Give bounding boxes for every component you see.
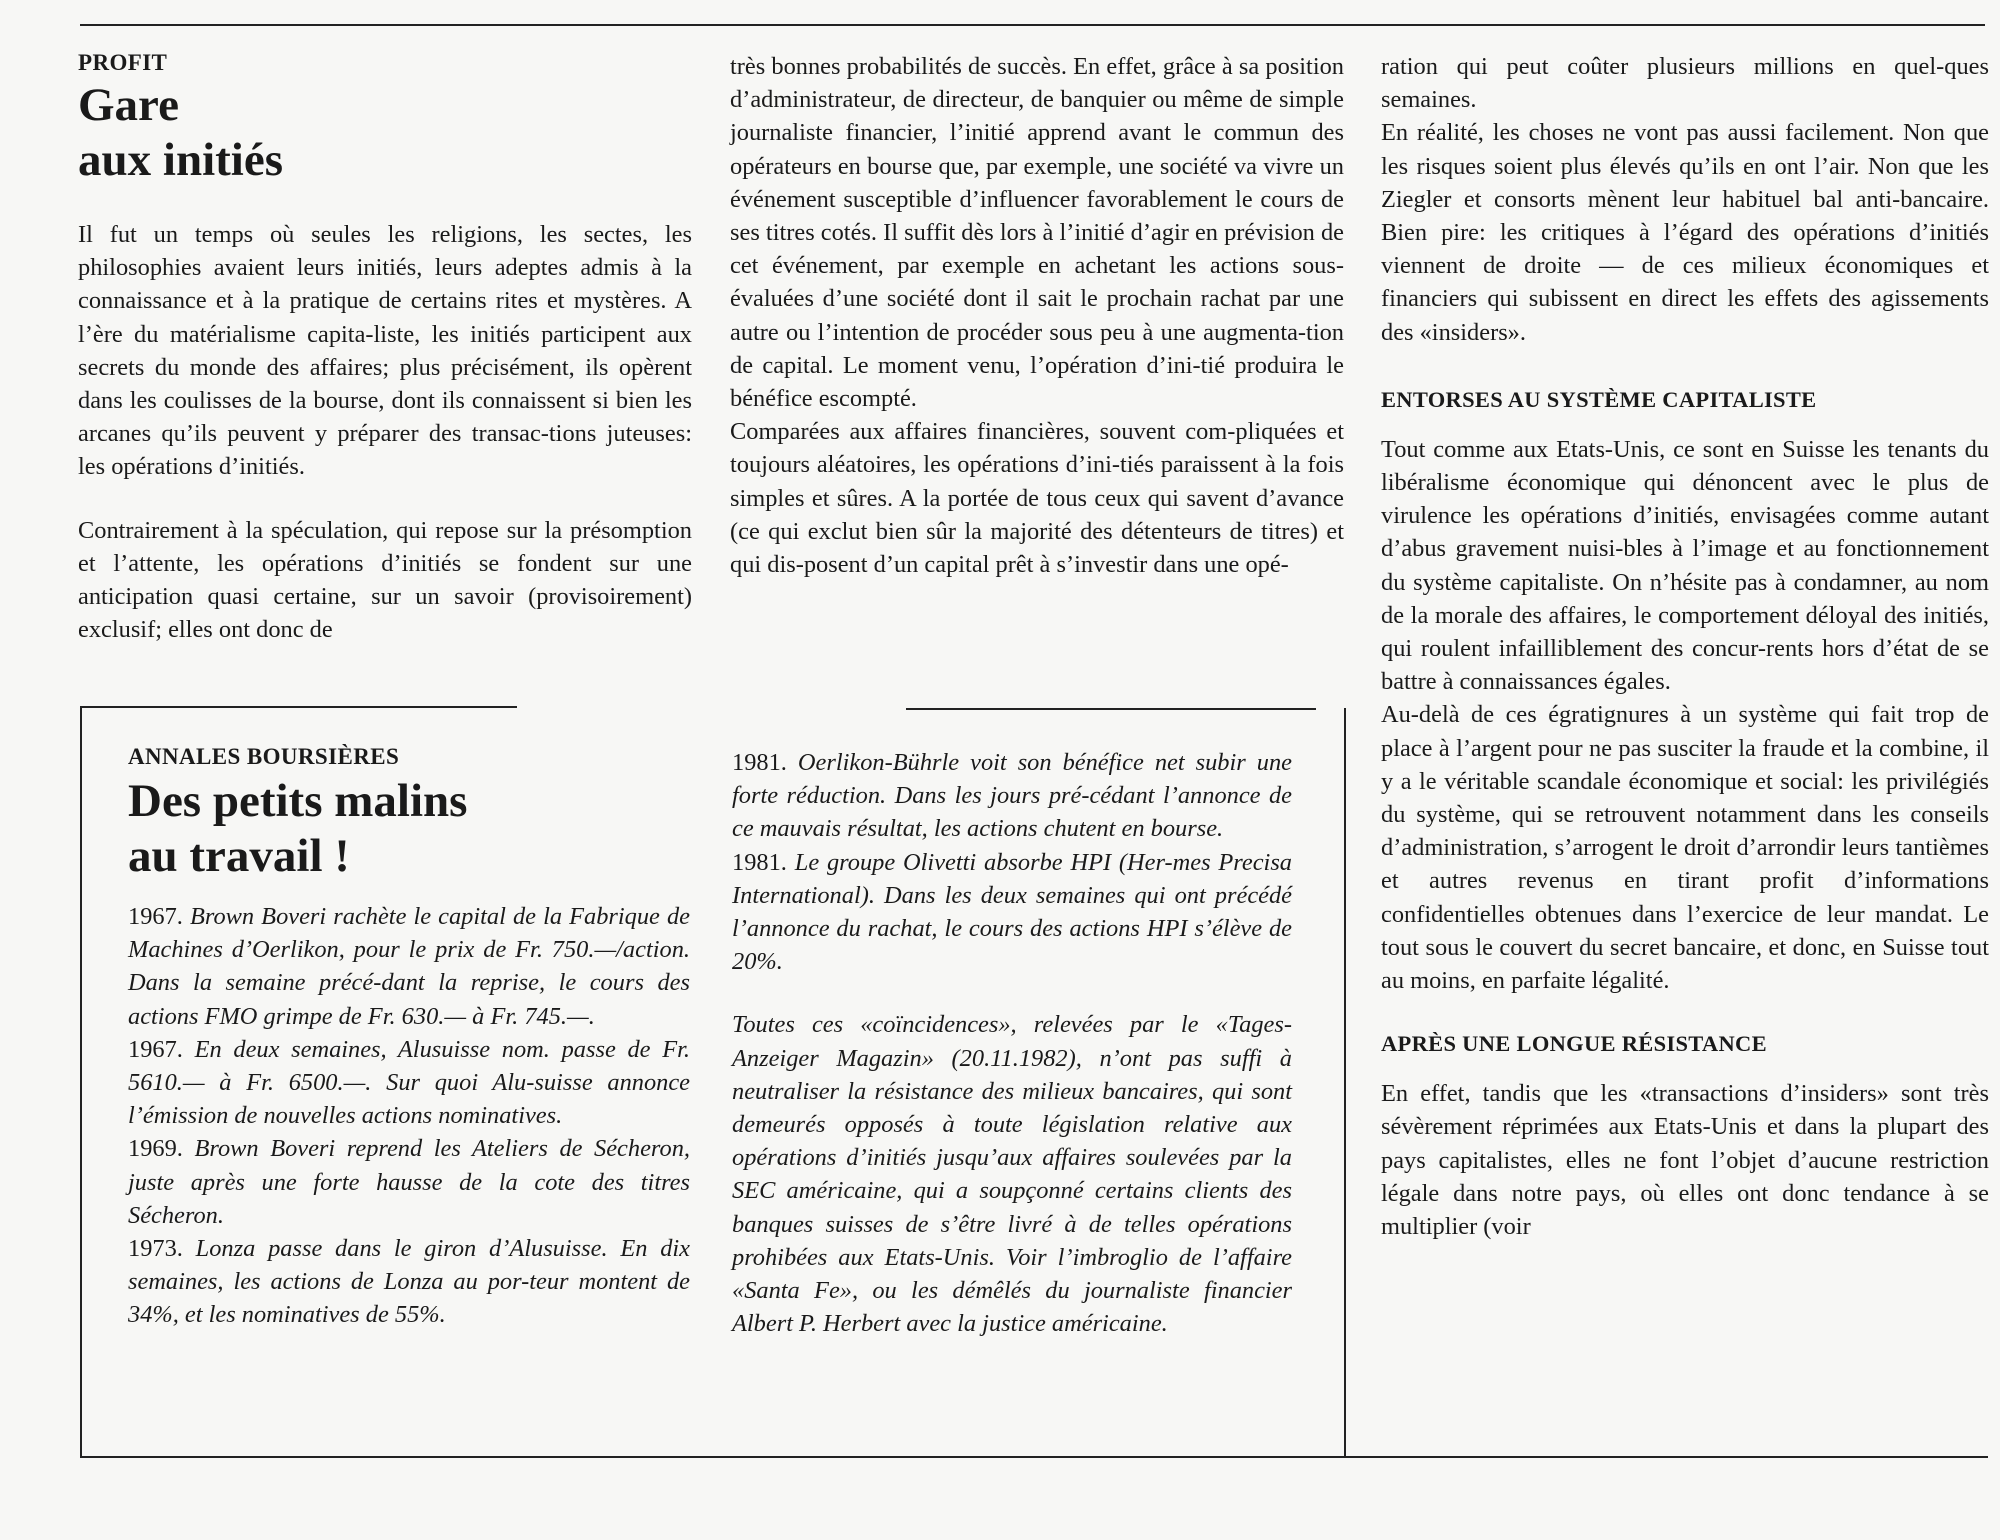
paragraph: très bonnes probabilités de succès. En effet, grâce à sa position d’administrateur, de directeur, de banquier ou même de simple journaliste financier, l’initié apprend avant le commun des opérateurs en bourse que, par exemple, une société va vivre un événement susceptible d’influencer favorablement le cours de ses titres cotés. Il suffit dès lors à l’initié d’agir en prévision de cet événement, par exemple en achetant les actions sous-évaluées d’une société dont il sait le prochain rachat par une autre ou l’intention de procéder sous peu à une augmenta-tion de capital. Le moment venu, l’opération d’ini-tié produira le bénéfice escompté. [730, 53, 1344, 413]
box-entry [732, 846, 1292, 979]
entry-text: En deux semaines, Alusuisse nom. passe de Fr. 5610.— à Fr. 6500.—. Sur quoi Alu-suisse annonce l’émission de nouvelles actions nominatives. [128, 1035, 690, 1130]
box-entry [128, 1033, 690, 1133]
article-col-3 [1381, 50, 1989, 1243]
box-entry [128, 1232, 690, 1332]
box-entry [128, 900, 690, 1033]
article-title [78, 78, 692, 188]
box-bottom-rule [80, 1456, 1988, 1458]
box-kicker: ANNALES BOURSIÈRES [128, 744, 400, 769]
entry-text: Brown Boveri reprend les Ateliers de Sécheron, juste après une forte hausse de la cote des titres Sécheron. [128, 1135, 690, 1229]
paragraph: En effet, tandis que les «transactions d’insiders» sont très sévèrement réprimées aux Etats-Unis et dans la plupart des pays capitalistes, elles ne font l’objet d’aucune restriction légale dans notre pays, où elles ont donc tendance à se multiplier (voir [1381, 1080, 1989, 1241]
entry-text: Brown Boveri rachète le capital de la Fabrique de Machines d’Oerlikon, pour le prix de Fr. 750.—/action. Dans la semaine précé-dant la reprise, le cours des actions FMO grimpe de Fr. 630.— à Fr. 745.—. [128, 903, 690, 1030]
box-left-border [80, 706, 82, 1456]
entry-text: Lonza passe dans le giron d’Alusuisse. En dix semaines, les actions de Lonza au por-teur montent de 34%, et les nominatives de 55%. [128, 1235, 690, 1329]
paragraph: Il fut un temps où seules les religions, les sectes, les philosophies avaient leurs initiés, leurs adeptes admis à la connaissance et à la pratique de certains rites et mystères. A l’ère du matérialisme capita-liste, les initiés participent aux secrets du monde des affaires; plus précisément, ils opèrent dans les coulisses de la bourse, dont ils connaissent si bien les arcanes qu’ils peuvent y préparer des transac-tions juteuses: les opérations d’initiés. [78, 221, 692, 481]
box-entries-left [128, 900, 690, 1332]
entry-text: Le groupe Olivetti absorbe HPI (Her-mes Precisa International). Dans les deux semaines qui ont précédé l’annonce du rachat, le cours des actions HPI s’élève de 20%. [732, 848, 1293, 976]
paragraph: Contrairement à la spéculation, qui repose sur la présomption et l’attente, les opérations d’initiés se fondent sur une anticipation quasi certaine, sur un savoir (provisoirement) exclusif; elles ont donc de [78, 516, 692, 644]
box-col-right [732, 746, 1292, 1340]
paragraph: Tout comme aux Etats-Unis, ce sont en Suisse les tenants du libéralisme économique qui dénoncent avec le plus de virulence les opérations d’initiés, envisagées comme autant d’abus gravement nuisi-bles à l’image et au fonctionnement du système capitaliste. On n’hésite pas à condamner, au nom de la morale des affaires, le comportement déloyal des initiés, qui roulent infailliblement des concur-rents hors d’état de se battre à connaissances égales. [1381, 435, 1989, 696]
entry-year: 1981. [732, 848, 787, 876]
paragraph: Comparées aux affaires financières, souvent com-pliquées et toujours aléatoires, les opérations d’ini-tiés paraissent à la fois simples et sûres. A la portée de tous ceux qui savent d’avance (ce qui exclut bien sûr la majorité des détenteurs de titres) et qui dis-posent d’un capital prêt à s’investir dans une opé- [730, 418, 1344, 579]
box-right-border [1344, 708, 1346, 1456]
box-entry [732, 746, 1292, 846]
box-closing: Toutes ces «coïncidences», relevées par le «Tages-Anzeiger Magazin» (20.11.1982), n’ont pas suffi à neutraliser la résistance des milieux bancaires, qui sont demeurés opposés à toute législation relative aux opérations d’initiés jusqu’aux affaires soulevées par la SEC américaine, qui a soupçonné certains clients des banques suisses de s’être livré à de telles opérations prohibées aux Etats-Unis. Voir l’imbroglio de l’affaire «Santa Fe», ou les démêlés du journaliste financier Albert P. Herbert avec la justice américaine. [732, 1011, 1292, 1338]
entry-year: 1969. [128, 1135, 183, 1163]
paragraph: Au-delà de ces égratignures à un système qui fait trop de place à l’argent pour ne pas susciter la fraude et la combine, il y a le véritable scandale économique et social: les privilégiés du système, qui se retrouvent notamment dans les conseils d’administration, s’arrogent le droit d’arrondir leurs tantièmes et autres revenus en tirant profit d’informations confidentielles obtenues dans l’exercice de leur mandat. Le tout sous le couvert du secret bancaire, et donc, en Suisse tout au moins, en parfaite légalité. [1381, 701, 1989, 995]
article-kicker: PROFIT [78, 50, 168, 75]
article-col-1 [78, 50, 692, 646]
article-col-2 [730, 50, 1344, 581]
box-col-left [128, 744, 690, 1332]
box-top-rule-right [906, 708, 1316, 710]
article-title-line1: Gare [78, 79, 179, 131]
section-subhead: APRÈS UNE LONGUE RÉSISTANCE [1381, 1031, 1767, 1057]
entry-year: 1973. [128, 1235, 183, 1263]
article-title-line2: aux initiés [78, 134, 284, 186]
paragraph: En réalité, les choses ne vont pas aussi facilement. Non que les risques soient plus élevés qu’ils en ont l’air. Non que les Ziegler et consorts mènent leur habituel bal anti-bancaire. Bien pire: les critiques à l’égard des opérations d’initiés viennent de droite — de ces milieux économiques et financiers qui subissent en direct les effets des agissements des «insiders». [1381, 119, 1989, 346]
box-top-rule-left [80, 706, 517, 708]
box-title-line1: Des petits malins [128, 775, 468, 827]
entry-text: Oerlikon-Bührle voit son bénéfice net subir une forte réduction. Dans les jours pré-cédant l’annonce de ce mauvais résultat, les actions chutent en bourse. [732, 749, 1292, 843]
entry-year: 1981. [732, 749, 787, 776]
entry-year: 1967. [128, 903, 183, 930]
box-entry [128, 1132, 690, 1232]
box-title [128, 774, 690, 884]
box-title-line2: au travail ! [128, 830, 350, 882]
box-entries-right [732, 746, 1292, 978]
section-subhead: ENTORSES AU SYSTÈME CAPITALISTE [1381, 386, 1817, 412]
paragraph: ration qui peut coûter plusieurs millions en quel-ques semaines. [1381, 53, 1989, 114]
top-rule [80, 24, 1985, 26]
entry-year: 1967. [128, 1035, 183, 1063]
